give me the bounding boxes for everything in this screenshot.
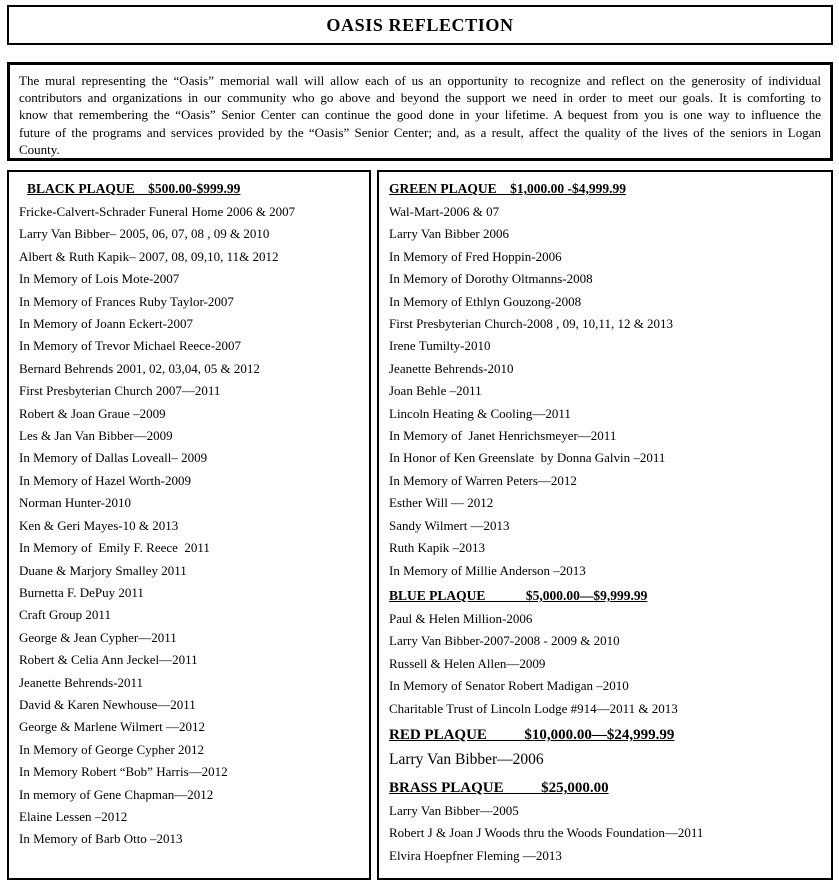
brass-plaque-donor-list (385, 800, 827, 867)
left-column (7, 170, 371, 880)
donor-entry: Craft Group 2011 (19, 607, 111, 623)
donor-entry: Jeanette Behrends-2010 (389, 360, 514, 376)
donor-entry: In Honor of Ken Greenslate by Donna Galvin –2011 (389, 450, 666, 466)
intro-paragraph: The mural representing the “Oasis” memorial wall will allow each of us an opportunity to recognize and reflect on the generosity of individual contributors and organizations in our community who go above and beyond the support we need in order to meet our goals. It is comforting to know that remembering the “Oasis” Senior Center can continue the good done in your lifetime. A bequest from you is one way to influence the future of the programs and services provided by the “Oasis” Senior Center; and, as a result, affect the quality of the lives of the seniors in Logan County. (19, 73, 821, 157)
donor-entry: In Memory of Ethlyn Gouzong-2008 (389, 293, 582, 309)
plaque-columns (7, 170, 833, 880)
donor-entry: In Memory of Frances Ruby Taylor-2007 (19, 293, 234, 309)
donor-entry: In Memory of Fred Hoppin-2006 (389, 248, 562, 264)
section-blue-plaque (385, 582, 827, 720)
donor-entry: George & Marlene Wilmert —2012 (19, 719, 206, 735)
donor-entry: In Memory of Lois Mote-2007 (19, 271, 180, 287)
donor-entry: In Memory of Dorothy Oltmanns-2008 (389, 271, 593, 287)
section-brass-plaque (385, 773, 827, 867)
donor-entry: Larry Van Bibber– 2005, 06, 07, 08 , 09 & 2010 (19, 226, 270, 242)
donor-entry: Ruth Kapik –2013 (389, 540, 486, 556)
donor-entry: Robert & Celia Ann Jeckel—2011 (19, 652, 198, 668)
donor-entry: Duane & Marjory Smalley 2011 (19, 562, 187, 578)
donor-entry: Irene Tumilty-2010 (389, 338, 491, 354)
donor-entry: Lincoln Heating & Cooling—2011 (389, 405, 571, 421)
donor-entry: In Memory Robert “Bob” Harris—2012 (19, 764, 228, 780)
section-green-plaque (385, 175, 827, 582)
donor-entry: Wal-Mart-2006 & 07 (389, 204, 500, 219)
blue-plaque-donor-list (385, 608, 827, 720)
donor-entry: George & Jean Cypher—2011 (19, 629, 177, 645)
section-black-plaque (15, 175, 365, 851)
donor-entry: In Memory of Warren Peters—2012 (389, 472, 577, 488)
red-plaque-donor-list (385, 747, 827, 773)
green-plaque-heading-text: GREEN PLAQUE $1,000.00 -$4,999.99 (389, 181, 627, 196)
donor-entry: In Memory of Millie Anderson –2013 (389, 562, 586, 578)
donor-entry: Jeanette Behrends-2011 (19, 674, 144, 690)
donor-entry: Norman Hunter-2010 (19, 495, 132, 511)
donor-entry: In Memory of Barb Otto –2013 (19, 831, 183, 847)
donor-entry: Les & Jan Van Bibber—2009 (19, 428, 173, 444)
donor-entry: In memory of Gene Chapman—2012 (19, 786, 214, 802)
donor-entry: Larry Van Bibber—2005 (389, 802, 519, 818)
intro-paragraph-box (7, 62, 833, 161)
page-title: OASIS REFLECTION (326, 14, 514, 35)
right-column (377, 170, 833, 880)
donor-entry: First Presbyterian Church 2007—2011 (19, 383, 221, 399)
donor-entry: Ken & Geri Mayes-10 & 2013 (19, 517, 179, 533)
black-plaque-heading (15, 175, 365, 201)
brass-plaque-heading (385, 773, 827, 800)
donor-entry: Charitable Trust of Lincoln Lodge #914—2011 & 2013 (389, 700, 678, 716)
brass-plaque-heading-text: BRASS PLAQUE $25,000.00 (389, 779, 609, 796)
donor-entry: Fricke-Calvert-Schrader Funeral Home 2006 & 2007 (19, 204, 296, 219)
donor-entry: Albert & Ruth Kapik– 2007, 08, 09,10, 11& 2012 (19, 248, 279, 264)
donor-entry: In Memory of Hazel Worth-2009 (19, 472, 192, 488)
donor-entry: Bernard Behrends 2001, 02, 03,04, 05 & 2012 (19, 360, 260, 376)
red-plaque-heading (385, 720, 827, 747)
blue-plaque-heading (385, 582, 827, 608)
green-plaque-heading (385, 175, 827, 201)
donor-entry: In Memory of Janet Henrichsmeyer—2011 (389, 428, 617, 444)
donor-entry: In Memory of George Cypher 2012 (19, 741, 204, 757)
donor-entry: Sandy Wilmert —2013 (389, 517, 510, 533)
donor-entry: In Memory of Joann Eckert-2007 (19, 316, 194, 332)
donor-entry: Paul & Helen Million-2006 (389, 610, 533, 626)
donor-entry: Robert J & Joan J Woods thru the Woods Foundation—2011 (389, 825, 704, 841)
donor-entry: Burnetta F. DePuy 2011 (19, 584, 144, 600)
red-plaque-heading-text: RED PLAQUE $10,000.00—$24,999.99 (389, 726, 675, 743)
black-plaque-donor-list (15, 201, 365, 851)
donor-entry: Esther Will — 2012 (389, 495, 494, 511)
donor-entry: Larry Van Bibber—2006 (389, 750, 544, 768)
green-plaque-donor-list (385, 201, 827, 582)
donor-entry: Elvira Hoepfner Fleming —2013 (389, 847, 562, 863)
black-plaque-heading-text: BLACK PLAQUE $500.00-$999.99 (27, 181, 241, 196)
donor-entry: Robert & Joan Graue –2009 (19, 405, 166, 421)
donor-entry: In Memory of Emily F. Reece 2011 (19, 540, 210, 556)
blue-plaque-heading-text: BLUE PLAQUE $5,000.00—$9,999.99 (389, 587, 648, 603)
donor-entry: In Memory of Trevor Michael Reece-2007 (19, 338, 242, 354)
donor-entry: Larry Van Bibber-2007-2008 - 2009 & 2010 (389, 633, 620, 649)
donor-entry: In Memory of Dallas Loveall– 2009 (19, 450, 208, 466)
donor-entry: Russell & Helen Allen—2009 (389, 655, 546, 671)
donor-entry: Larry Van Bibber 2006 (389, 226, 509, 242)
title-box (7, 5, 833, 45)
donor-entry: Joan Behle –2011 (389, 383, 482, 399)
donor-entry: First Presbyterian Church-2008 , 09, 10,11, 12 & 2013 (389, 316, 674, 332)
donor-entry: In Memory of Senator Robert Madigan –2010 (389, 678, 629, 694)
donor-entry: David & Karen Newhouse—2011 (19, 696, 196, 712)
donor-entry: Elaine Lessen –2012 (19, 808, 128, 824)
section-red-plaque (385, 720, 827, 773)
